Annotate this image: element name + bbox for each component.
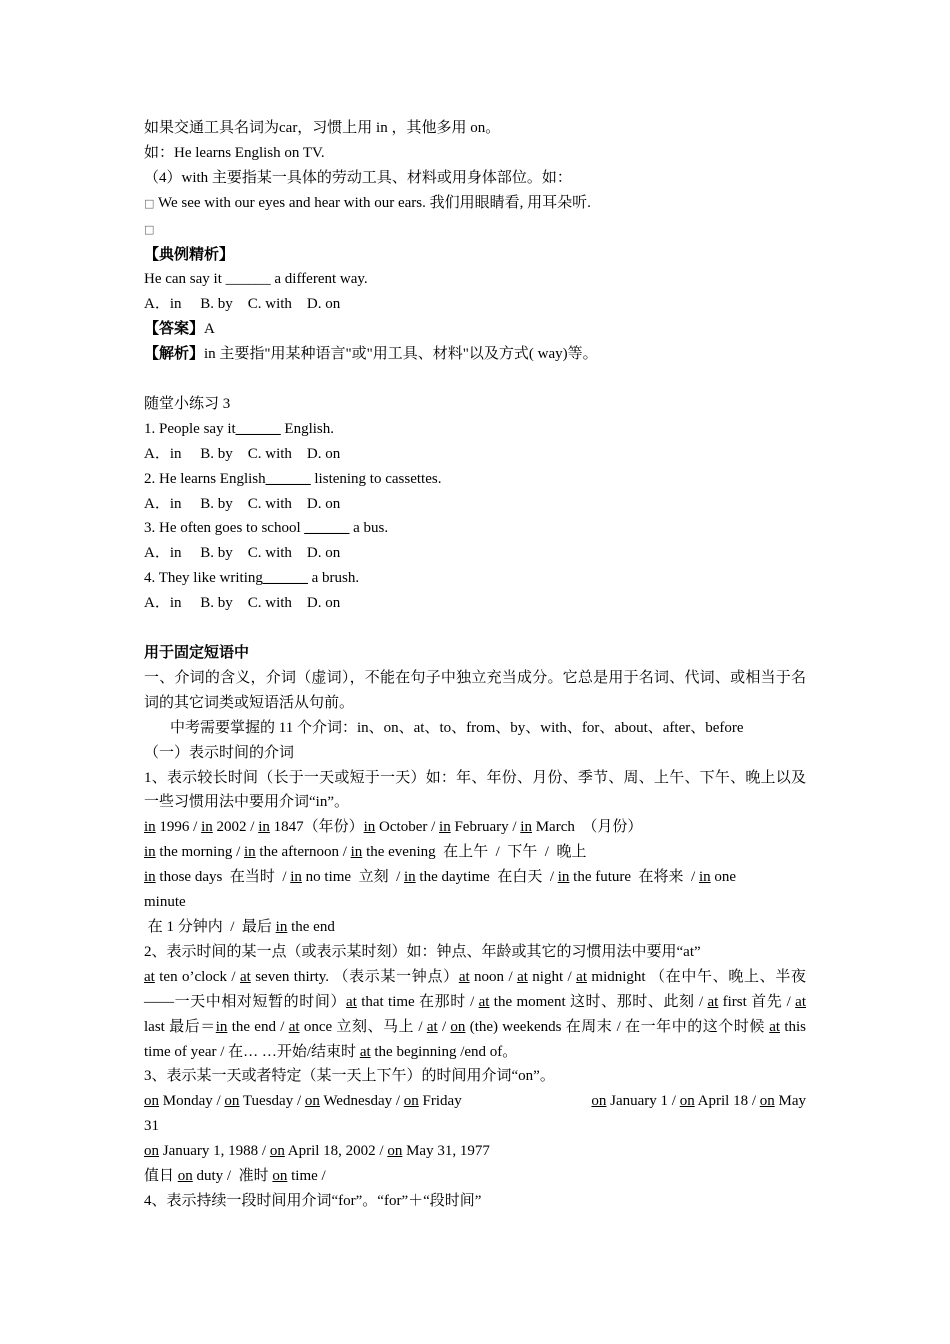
prep-in: in	[404, 869, 416, 886]
text-segment: ten o’clock /	[154, 968, 240, 985]
text-segment: the end	[287, 918, 335, 935]
answer-value: A	[204, 321, 215, 338]
text-segment: April 18, 2002 /	[284, 1143, 388, 1160]
question-text: a brush.	[307, 570, 360, 587]
text-segment: 1847（年份）	[269, 819, 364, 836]
prep-in: in	[244, 844, 256, 861]
text-segment: the evening 在上午 / 下午 / 晚上	[362, 844, 587, 861]
paragraph: 1、表示较长时间（长于一天或短于一天）如：年、年份、月份、季节、周、上午、下午、晚上以及一些习惯用法中要用介词“in”。	[144, 769, 806, 811]
question	[144, 467, 806, 492]
text-line	[144, 191, 806, 217]
prep-on: on	[450, 1018, 466, 1035]
prep-on: on	[403, 1093, 419, 1110]
text-segment: noon /	[469, 968, 518, 985]
prep-on: on	[759, 1093, 775, 1110]
section-heading: 用于固定短语中	[144, 645, 250, 661]
prep-on: on	[679, 1093, 695, 1110]
question-text: a bus.	[349, 520, 389, 537]
prep-on: on	[269, 1143, 285, 1160]
answer-heading: 【答案】	[144, 321, 205, 338]
text-segment: Friday	[418, 1093, 462, 1110]
text-segment: this time of year / 在… …开始/结束时	[144, 1018, 806, 1060]
question-text: 2. He learns English	[144, 470, 266, 487]
paragraph: 一、介词的含义，介词（虚词），不能在句子中独立充当成分。它总是用于名词、代词、或相当于名词的其它词类或短语活从句前。	[144, 669, 806, 711]
text-segment: the afternoon /	[255, 844, 351, 861]
prep-in: in	[215, 1018, 228, 1035]
answer-blank: ______	[304, 520, 350, 537]
prep-in: in	[290, 869, 302, 886]
text-segment: October /	[375, 819, 440, 836]
text-line	[144, 217, 806, 243]
analysis-text: in 主要指"用某种语言"或"用工具、材料"以及方式( way)等。	[204, 346, 598, 363]
answer-blank: ______	[235, 420, 281, 437]
prep-in: in	[258, 819, 270, 836]
prep-on: on	[144, 1143, 159, 1160]
prep-at: at	[346, 993, 357, 1010]
options: A．in B. by C. with D. on	[144, 445, 341, 462]
example-line	[144, 865, 806, 890]
question	[144, 417, 806, 442]
prep-at: at	[707, 993, 719, 1010]
text-segment: the daytime 在白天 /	[415, 869, 558, 886]
text-segment: Wednesday /	[319, 1093, 404, 1110]
text-segment: Tuesday /	[239, 1093, 305, 1110]
text-segment: the morning /	[155, 844, 244, 861]
analysis-line	[144, 342, 806, 367]
text-segment: those days 在当时 /	[155, 869, 291, 886]
text-segment: once 立刻、马上 /	[299, 1018, 427, 1035]
options: A．in B. by C. with D. on	[144, 296, 341, 313]
prep-at: at	[144, 968, 155, 985]
text-line: 如：He learns English on TV.	[144, 144, 325, 161]
prep-in: in	[201, 819, 213, 836]
practice-title: 随堂小练习 3	[144, 395, 231, 412]
placeholder-box-icon: □	[144, 196, 155, 210]
prep-on: on	[177, 1168, 193, 1185]
placeholder-box-icon: □	[144, 222, 155, 236]
date-group	[591, 1089, 806, 1114]
question-text: 1. People say it	[144, 420, 236, 437]
prep-at: at	[576, 968, 587, 985]
prep-at: at	[239, 968, 251, 985]
text-segment: the beginning /end of。	[370, 1043, 518, 1060]
prep-in: in	[520, 819, 532, 836]
answer-blank: ______	[265, 470, 311, 487]
weekday-group	[144, 1089, 462, 1114]
text-segment: January 1 /	[606, 1093, 680, 1110]
example-paragraph	[144, 965, 806, 1065]
analysis-heading: 【解析】	[144, 346, 205, 363]
prep-at: at	[795, 993, 806, 1010]
prep-on: on	[591, 1093, 607, 1110]
prep-in: in	[557, 869, 570, 886]
text-segment: March （月份）	[531, 819, 643, 836]
section-heading: 【典例精析】	[144, 246, 235, 263]
prep-in: in	[144, 869, 156, 886]
prep-at: at	[426, 1018, 438, 1035]
text-segment: 在 1 分钟内 / 最后	[144, 918, 276, 935]
prep-in: in	[363, 819, 376, 836]
prep-at: at	[517, 968, 528, 985]
question	[144, 566, 806, 591]
question-text: listening to cassettes.	[310, 470, 442, 487]
text-segment: Monday /	[159, 1093, 225, 1110]
prep-on: on	[224, 1093, 240, 1110]
text-segment: April 18 /	[694, 1093, 760, 1110]
prep-on: on	[272, 1168, 288, 1185]
text-segment: seven thirty. （表示某一钟点）	[250, 968, 459, 985]
text-segment: 2002 /	[212, 819, 259, 836]
text-segment: (the) weekends 在周末 / 在一年中的这个时候	[465, 1018, 770, 1035]
prep-at: at	[769, 1018, 781, 1035]
prep-in: in	[144, 844, 156, 861]
prep-in: in	[698, 869, 711, 886]
question-text: English.	[280, 420, 334, 437]
text-segment: midnight （在中午、晚上、半夜——一天中相对短暂的时间）	[144, 968, 806, 1010]
prep-at: at	[458, 968, 470, 985]
options: A．in B. by C. with D. on	[144, 495, 341, 512]
prep-on: on	[304, 1093, 320, 1110]
text-segment: night /	[527, 968, 577, 985]
text-line: 如果交通工具名词为car，习惯上用 in ，其他多用 on。	[144, 120, 501, 136]
example-line: 31	[144, 1118, 159, 1135]
text-segment: January 1, 1988 /	[159, 1143, 270, 1160]
example-line	[144, 915, 806, 940]
prep-on: on	[144, 1093, 159, 1110]
example-line	[144, 840, 806, 865]
example-line	[144, 1139, 806, 1164]
example-sentence: We see with our eyes and hear with our ears. 我们用眼睛看, 用耳朵听.	[158, 194, 591, 211]
document-page	[144, 116, 806, 1214]
spacer	[144, 367, 806, 392]
answer-line	[144, 317, 806, 342]
text-segment: no time 立刻 /	[301, 869, 404, 886]
text-segment: /	[437, 1018, 451, 1035]
prep-in: in	[350, 844, 363, 861]
example-line	[144, 815, 806, 840]
text-segment: May 31, 1977	[402, 1143, 490, 1160]
options: A．in B. by C. with D. on	[144, 595, 341, 612]
text-line: （4）with 主要指某一具体的劳动工具、材料或用身体部位。如：	[144, 169, 572, 186]
text-segment: duty / 准时	[192, 1168, 273, 1185]
text-segment: May	[774, 1093, 806, 1110]
options: A．in B. by C. with D. on	[144, 545, 341, 562]
paragraph: 3、表示某一天或者特定（某一天上下午）的时间用介词“on”。	[144, 1068, 555, 1085]
text-segment: time /	[287, 1168, 326, 1185]
paragraph: 4、表示持续一段时间用介词“for”。“for”＋“段时间”	[144, 1192, 482, 1209]
text-segment: the end /	[227, 1018, 289, 1035]
paragraph: 中考需要掌握的 11 个介词：in、on、at、to、from、by、with、for、about、after、before	[170, 719, 744, 736]
spacer	[144, 616, 806, 641]
paragraph: （一）表示时间的介词	[144, 744, 295, 761]
prep-in: in	[275, 918, 288, 935]
question	[144, 516, 806, 541]
prep-at: at	[478, 993, 490, 1010]
text-segment: one	[710, 869, 737, 886]
prep-on: on	[387, 1143, 403, 1160]
paragraph: 2、表示时间的某一点（或表示某时刻）如：钟点、年龄或其它的习惯用法中要用“at”	[144, 943, 701, 960]
text-segment: 1996 /	[155, 819, 202, 836]
question: He can say it ______ a different way.	[144, 271, 368, 288]
text-segment: 值日	[144, 1168, 178, 1185]
answer-blank: ______	[262, 570, 308, 587]
text-segment: that time 在那时 /	[356, 993, 479, 1010]
example-line	[144, 1164, 806, 1189]
text-segment: first 首先 /	[718, 993, 796, 1010]
prep-in: in	[439, 819, 451, 836]
example-line	[144, 1089, 806, 1114]
text-segment: February /	[450, 819, 521, 836]
text-segment: last 最后＝	[144, 1018, 216, 1035]
text-segment: the future 在将来 /	[569, 869, 699, 886]
prep-in: in	[144, 819, 156, 836]
text-segment: the moment 这时、那时、此刻 /	[489, 993, 708, 1010]
prep-at: at	[288, 1018, 300, 1035]
example-line: minute	[144, 894, 186, 911]
prep-at: at	[359, 1043, 371, 1060]
question-text: 4. They like writing	[144, 570, 263, 587]
question-text: 3. He often goes to school	[144, 520, 305, 537]
